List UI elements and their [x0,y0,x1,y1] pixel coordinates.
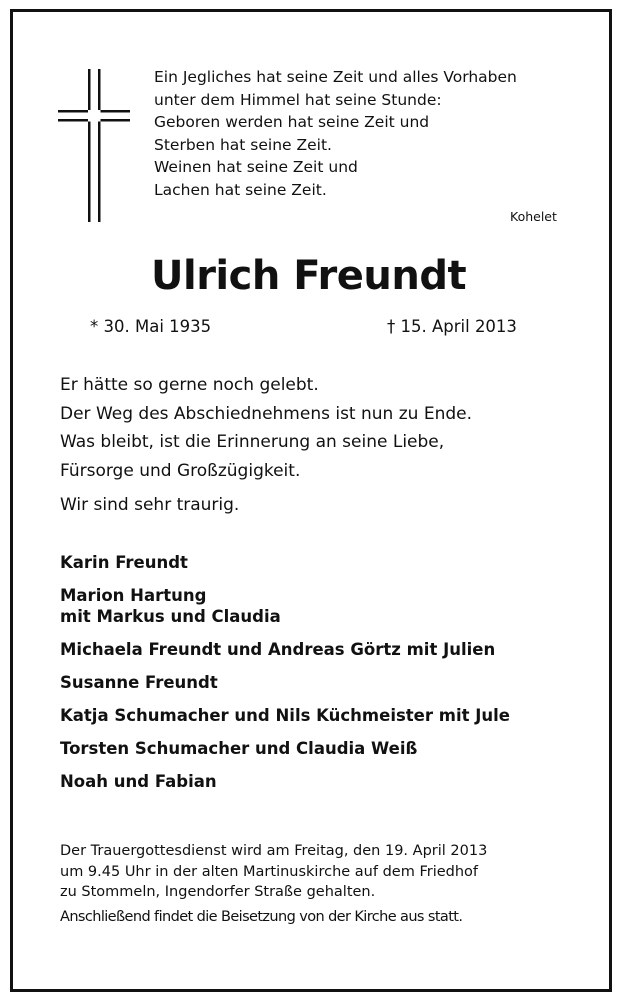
message-line: Fürsorge und Großzügigkeit. [60,460,301,481]
mourner-entry [60,585,510,627]
farewell-message [60,371,472,485]
message-line: Er hätte so gerne noch gelebt. [60,375,319,395]
verse-line: Lachen hat seine Zeit. [154,180,327,199]
service-info [60,841,487,903]
mourner-entry [60,771,510,792]
mourner-line: Katja Schumacher und Nils Küchmeister mit Jule [60,706,510,725]
message-line: Was bleibt, ist die Erinnerung an seine Liebe, [60,432,445,452]
mourner-line: Karin Freundt [60,553,188,572]
service-line: zu Stommeln, Ingendorfer Straße gehalten. [60,884,376,900]
mourner-line: Torsten Schumacher und Claudia Weiß [60,739,418,758]
message-line: Der Weg des Abschiednehmens ist nun zu Ende. [60,403,473,424]
closing-line: Wir sind sehr traurig. [60,495,240,515]
mourners-list [60,552,510,804]
birth-date: * 30. Mai 1935 [90,317,212,336]
mourner-entry [60,639,510,660]
verse-line: Ein Jegliches hat seine Zeit und alles Vorhaben [154,68,517,86]
obituary-notice [10,9,612,992]
mourner-line: Marion Hartung [60,586,207,605]
mourner-entry [60,552,510,573]
service-line: Der Trauergottesdienst wird am Freitag, den 19. April 2013 [60,843,488,859]
mourner-line: mit Markus und Claudia [60,607,281,626]
mourner-entry [60,738,510,759]
burial-info: Anschließend findet die Beisetzung von der Kirche aus statt. [60,909,463,925]
mourner-entry [60,672,510,693]
deceased-name: Ulrich Freundt [151,253,467,299]
mourner-line: Michaela Freundt und Andreas Görtz mit Julien [60,640,496,659]
verse-source: Kohelet [510,209,557,224]
death-date: † 15. April 2013 [387,317,517,336]
verse-line: Sterben hat seine Zeit. [154,135,332,154]
verse-line: unter dem Himmel hat seine Stunde: [154,90,442,109]
cross-icon [13,12,143,232]
mourner-entry [60,705,510,726]
bible-verse [154,66,517,201]
mourner-line: Susanne Freundt [60,673,218,692]
service-line: um 9.45 Uhr in der alten Martinuskirche auf dem Friedhof [60,863,479,880]
mourner-line: Noah und Fabian [60,772,217,791]
verse-line: Geboren werden hat seine Zeit und [154,113,430,131]
verse-line: Weinen hat seine Zeit und [154,158,358,176]
